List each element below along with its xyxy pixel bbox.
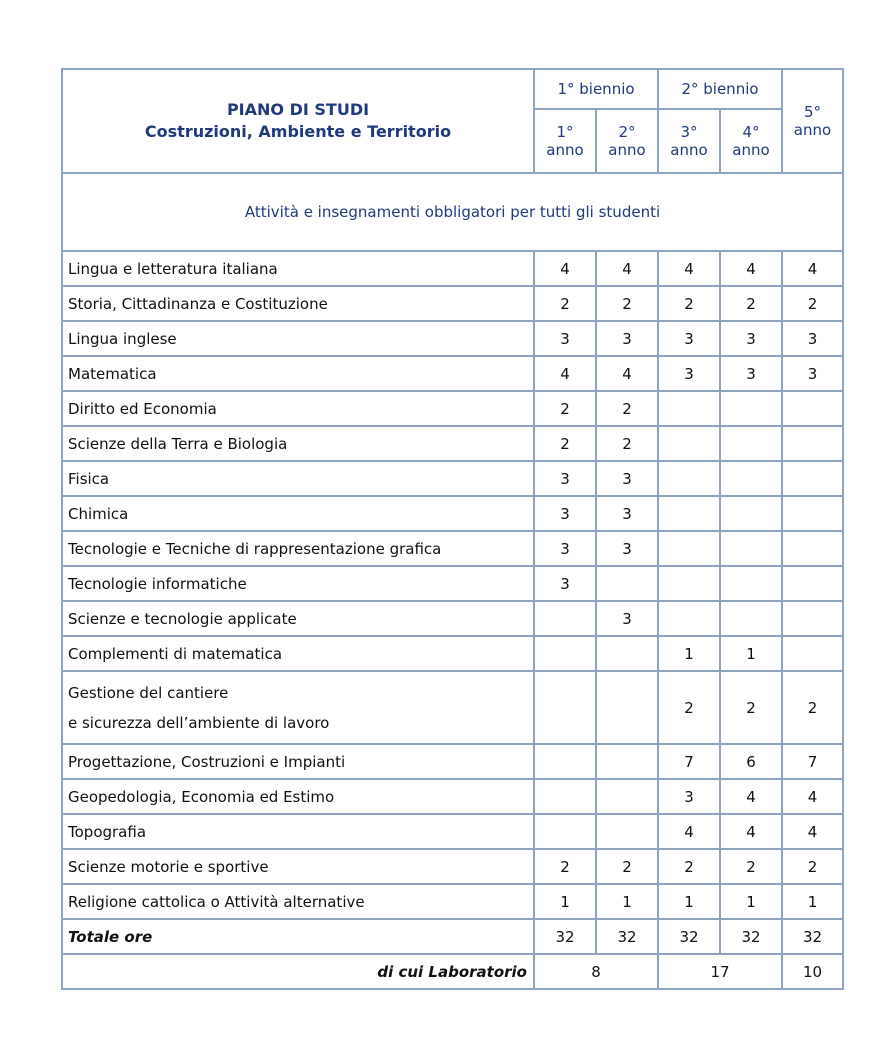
hours-cell [783, 637, 844, 672]
hours-cell [535, 637, 597, 672]
table-row [63, 885, 844, 920]
table-row [63, 850, 844, 885]
hours-cell [783, 497, 844, 532]
hours-cell [659, 602, 721, 637]
hours-cell: 2 [535, 287, 597, 322]
hours-cell: 4 [659, 252, 721, 287]
year-3-header: 3° anno [659, 110, 721, 174]
hours-cell [659, 427, 721, 462]
hours-cell: 3 [535, 532, 597, 567]
hours-cell [535, 780, 597, 815]
year-1-header: 1° anno [535, 110, 597, 174]
table-row [63, 287, 844, 322]
hours-cell [597, 567, 659, 602]
hours-cell: 2 [721, 672, 783, 745]
table-row [63, 637, 844, 672]
lab-biennio-2: 17 [659, 955, 783, 990]
subject-name: Topografia [63, 815, 535, 850]
subject-name: Diritto ed Economia [63, 392, 535, 427]
hours-cell [721, 392, 783, 427]
hours-cell: 1 [535, 885, 597, 920]
table-row [63, 815, 844, 850]
lab-label: di cui Laboratorio [63, 955, 535, 990]
table-row [63, 252, 844, 287]
hours-cell: 3 [721, 322, 783, 357]
subjects-body [63, 252, 844, 920]
hours-cell [659, 567, 721, 602]
hours-cell: 2 [535, 392, 597, 427]
hours-cell: 4 [783, 780, 844, 815]
hours-cell: 4 [597, 252, 659, 287]
subject-name: Matematica [63, 357, 535, 392]
hours-cell [783, 427, 844, 462]
subject-name: Scienze e tecnologie applicate [63, 602, 535, 637]
hours-cell: 3 [659, 357, 721, 392]
hours-cell: 3 [721, 357, 783, 392]
hours-cell [535, 815, 597, 850]
biennio-2-header: 2° biennio [659, 70, 783, 110]
hours-cell [783, 392, 844, 427]
hours-cell: 3 [783, 357, 844, 392]
subject-name: Chimica [63, 497, 535, 532]
hours-cell: 4 [535, 252, 597, 287]
hours-cell [597, 637, 659, 672]
hours-cell: 2 [535, 427, 597, 462]
hours-cell [721, 427, 783, 462]
hours-cell [597, 780, 659, 815]
subject-name: Fisica [63, 462, 535, 497]
hours-cell [597, 745, 659, 780]
hours-cell: 3 [597, 532, 659, 567]
hours-cell: 2 [597, 392, 659, 427]
hours-cell: 1 [721, 637, 783, 672]
hours-cell: 3 [535, 497, 597, 532]
hours-cell: 4 [721, 252, 783, 287]
hours-cell: 4 [597, 357, 659, 392]
subject-name: Lingua inglese [63, 322, 535, 357]
total-row [63, 920, 844, 955]
hours-cell: 1 [659, 885, 721, 920]
total-hours: 32 [783, 920, 844, 955]
study-plan-table [61, 68, 844, 990]
hours-cell: 1 [659, 637, 721, 672]
table-row [63, 532, 844, 567]
year-4-header: 4° anno [721, 110, 783, 174]
hours-cell [783, 532, 844, 567]
hours-cell [659, 392, 721, 427]
hours-cell: 3 [659, 322, 721, 357]
hours-cell [783, 462, 844, 497]
subject-name: Complementi di matematica [63, 637, 535, 672]
table-title-cell [63, 70, 535, 174]
hours-cell: 3 [659, 780, 721, 815]
table-row [63, 602, 844, 637]
subject-name: Lingua e letteratura italiana [63, 252, 535, 287]
subject-name: Storia, Cittadinanza e Costituzione [63, 287, 535, 322]
subject-name: Tecnologie informatiche [63, 567, 535, 602]
hours-cell: 2 [721, 850, 783, 885]
hours-cell: 2 [659, 287, 721, 322]
hours-cell: 4 [721, 815, 783, 850]
section-row [63, 174, 844, 252]
hours-cell: 2 [721, 287, 783, 322]
hours-cell [721, 602, 783, 637]
subject-name: Scienze della Terra e Biologia [63, 427, 535, 462]
hours-cell: 2 [783, 672, 844, 745]
hours-cell: 4 [535, 357, 597, 392]
hours-cell [597, 815, 659, 850]
hours-cell [597, 672, 659, 745]
subject-name: Gestione del cantiere e sicurezza dell’ambiente di lavoro [63, 672, 535, 745]
hours-cell [721, 462, 783, 497]
hours-cell [659, 462, 721, 497]
hours-cell: 7 [659, 745, 721, 780]
table-row [63, 427, 844, 462]
hours-cell [721, 497, 783, 532]
hours-cell: 2 [597, 427, 659, 462]
table-row [63, 567, 844, 602]
hours-cell: 6 [721, 745, 783, 780]
table-row [63, 322, 844, 357]
hours-cell: 2 [659, 672, 721, 745]
hours-cell [783, 567, 844, 602]
table-title: PIANO DI STUDI [226, 100, 370, 119]
table-row [63, 497, 844, 532]
hours-cell: 3 [597, 322, 659, 357]
hours-cell: 4 [659, 815, 721, 850]
hours-cell: 3 [535, 322, 597, 357]
lab-year-5: 10 [783, 955, 844, 990]
hours-cell: 3 [535, 567, 597, 602]
hours-cell: 2 [597, 850, 659, 885]
section-title: Attività e insegnamenti obbligatori per tutti gli studenti [63, 174, 844, 252]
year-2-header: 2° anno [597, 110, 659, 174]
table-row [63, 780, 844, 815]
subject-name: Religione cattolica o Attività alternative [63, 885, 535, 920]
subject-name: Tecnologie e Tecniche di rappresentazione grafica [63, 532, 535, 567]
year-5-header: 5° anno [783, 70, 844, 174]
total-hours: 32 [721, 920, 783, 955]
hours-cell [659, 497, 721, 532]
hours-cell: 3 [783, 322, 844, 357]
hours-cell [783, 602, 844, 637]
hours-cell [721, 532, 783, 567]
hours-cell: 1 [721, 885, 783, 920]
hours-cell: 7 [783, 745, 844, 780]
hours-cell [535, 745, 597, 780]
total-hours: 32 [535, 920, 597, 955]
header-row-1 [63, 70, 844, 110]
hours-cell: 1 [783, 885, 844, 920]
hours-cell [535, 602, 597, 637]
table-row [63, 672, 844, 745]
table-row [63, 745, 844, 780]
lab-row [63, 955, 844, 990]
hours-cell: 3 [597, 462, 659, 497]
total-hours: 32 [597, 920, 659, 955]
table-row [63, 392, 844, 427]
hours-cell: 3 [535, 462, 597, 497]
hours-cell: 2 [535, 850, 597, 885]
hours-cell: 3 [597, 602, 659, 637]
table-subtitle: Costruzioni, Ambiente e Territorio [144, 122, 452, 141]
subject-name: Progettazione, Costruzioni e Impianti [63, 745, 535, 780]
hours-cell: 4 [721, 780, 783, 815]
hours-cell: 2 [783, 287, 844, 322]
hours-cell: 2 [659, 850, 721, 885]
hours-cell [721, 567, 783, 602]
hours-cell: 4 [783, 815, 844, 850]
hours-cell: 2 [597, 287, 659, 322]
table-row [63, 357, 844, 392]
hours-cell: 2 [783, 850, 844, 885]
hours-cell: 4 [783, 252, 844, 287]
hours-cell [659, 532, 721, 567]
total-label: Totale ore [63, 920, 535, 955]
total-hours: 32 [659, 920, 721, 955]
biennio-1-header: 1° biennio [535, 70, 659, 110]
table-row [63, 462, 844, 497]
hours-cell: 1 [597, 885, 659, 920]
hours-cell [535, 672, 597, 745]
hours-cell: 3 [597, 497, 659, 532]
subject-name: Scienze motorie e sportive [63, 850, 535, 885]
subject-name: Geopedologia, Economia ed Estimo [63, 780, 535, 815]
lab-biennio-1: 8 [535, 955, 659, 990]
